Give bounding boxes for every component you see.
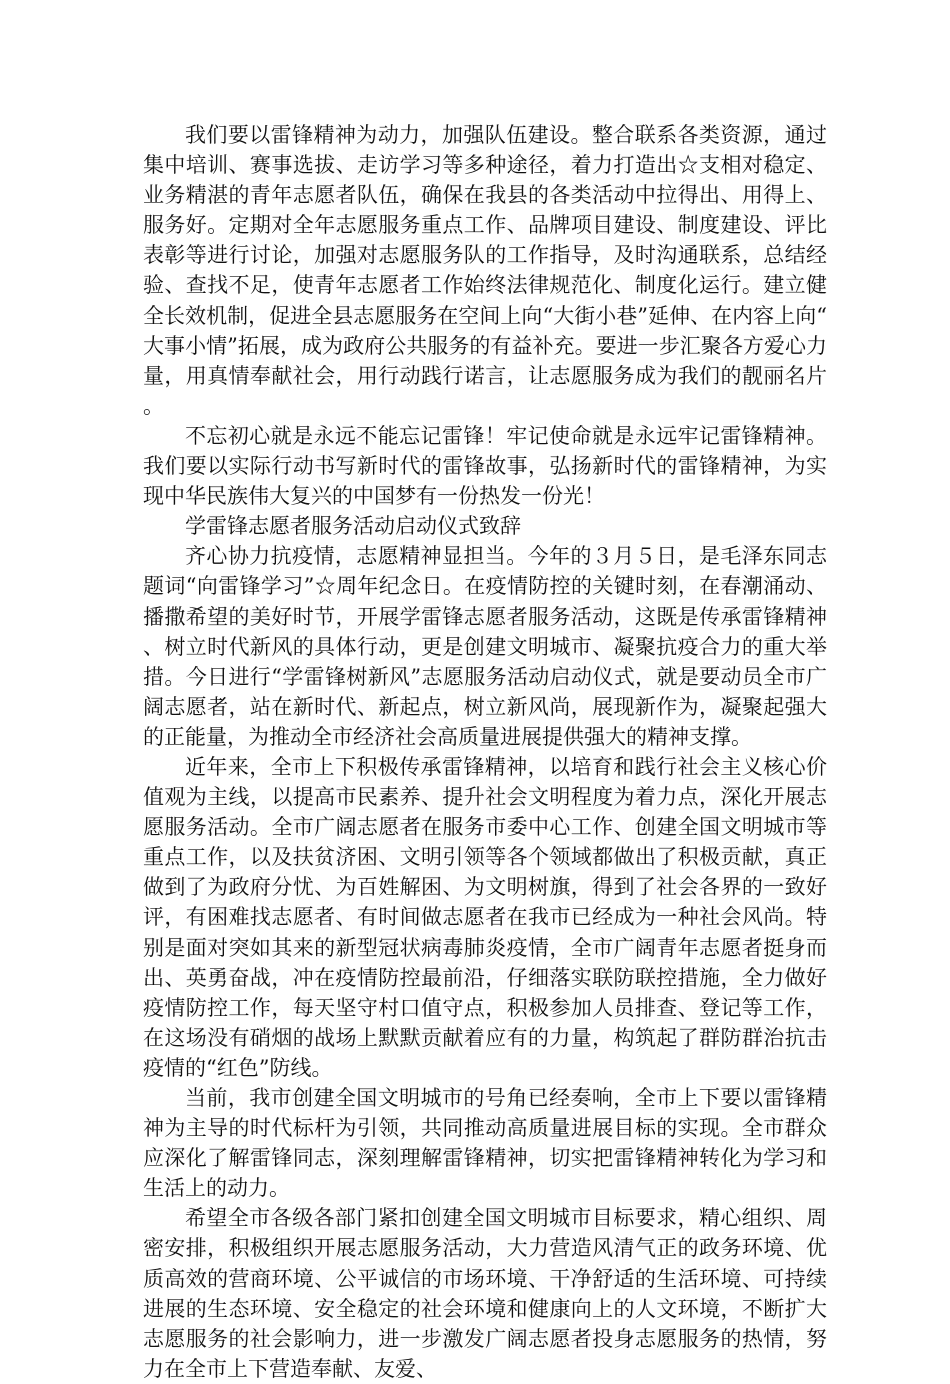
paragraph-recent-years: 近年来，全市上下积极传承雷锋精神，以培育和践行社会主义核心价值观为主线，以提高市民素养、提升社会文明程度为着力点，深化开展志愿服务活动。全市广阔志愿者在服务市委中心工作、创建全国文明城市等重点工作，以及扶贫济困、文明引领等各个领域都做出了积极贡献，真正做到了为政府分忧、为百姓解困、为文明树旗，得到了社会各界的一致好评，有困难找志愿者、有时间做志愿者在我市已经成为一种社会风尚。特别是面对突如其来的新型冠状病毒肺炎疫情，全市广阔青年志愿者挺身而出、英勇奋战，冲在疫情防控最前沿，仔细落实联防联控措施，全力做好疫情防控工作，每天坚守村口值守点，积极参加人员排查、登记等工作，在这场没有硝烟的战场上默默贡献着应有的力量，构筑起了群防群治抗击疫情的“红色”防线。 — [143, 754, 827, 1080]
paragraph-original-mission: 不忘初心就是永远不能忘记雷锋！牢记使命就是永远牢记雷锋精神。我们要以实际行动书写新时代的雷锋故事，弘扬新时代的雷锋精神，为实现中华民族伟大复兴的中国梦有一份热发一份光！ — [143, 423, 827, 509]
paragraph-volunteer-team: 我们要以雷锋精神为动力，加强队伍建设。整合联系各类资源，通过集中培训、赛事选拔、走访学习等多种途径，着力打造出☆支相对稳定、业务精湛的青年志愿者队伍，确保在我县的各类活动中拉得出、用得上、服务好。定期对全年志愿服务重点工作、品牌项目建设、制度建设、评比表彰等进行讨论，加强对志愿服务队的工作指导，及时沟通联系，总结经验、查找不足，使青年志愿者工作始终法律规范化、制度化运行。建立健全长效机制，促进全县志愿服务在空间上向“大街小巷”延伸、在内容上向“大事小情”拓展，成为政府公共服务的有益补充。要进一步汇聚各方爱心力量，用真情奉献社会，用行动践行诺言，让志愿服务成为我们的靓丽名片。 — [143, 123, 827, 418]
paragraph-fight-epidemic: 齐心协力抗疫情，志愿精神显担当。今年的３月５日，是毛泽东同志题词“向雷锋学习”☆周年纪念日。在疫情防控的关键时刻，在春潮涌动、播撒希望的美好时节，开展学雷锋志愿者服务活动，这既是传承雷锋精神、树立时代新风的具体行动，更是创建文明城市、凝聚抗疫合力的重大举措。今日进行“学雷锋树新风”志愿服务活动启动仪式，就是要动员全市广阔志愿者，站在新时代、新起点，树立新风尚，展现新作为，凝聚起强大的正能量，为推动全市经济社会高质量进展提供强大的精神支撑。 — [143, 544, 827, 749]
paragraph-civilized-city: 当前，我市创建全国文明城市的号角已经奏响，全市上下要以雷锋精神为主导的时代标杆为引领，共同推动高质量进展目标的实现。全市群众应深化了解雷锋同志，深刻理解雷锋精神，切实把雷锋精神转化为学习和生活上的动力。 — [143, 1086, 827, 1201]
section-heading: 学雷锋志愿者服务活动启动仪式致辞 — [185, 514, 521, 539]
document-body — [143, 120, 827, 1384]
paragraph-hope: 希望全市各级各部门紧扣创建全国文明城市目标要求，精心组织、周密安排，积极组织开展志愿服务活动，大力营造风清气正的政务环境、优质高效的营商环境、公平诚信的市场环境、干净舒适的生活环境、可持续进展的生态环境、安全稳定的社会环境和健康向上的人文环境，不断扩大志愿服务的社会影响力，进一步激发广阔志愿者投身志愿服务的热情，努力在全市上下营造奉献、友爱、 — [143, 1206, 827, 1381]
